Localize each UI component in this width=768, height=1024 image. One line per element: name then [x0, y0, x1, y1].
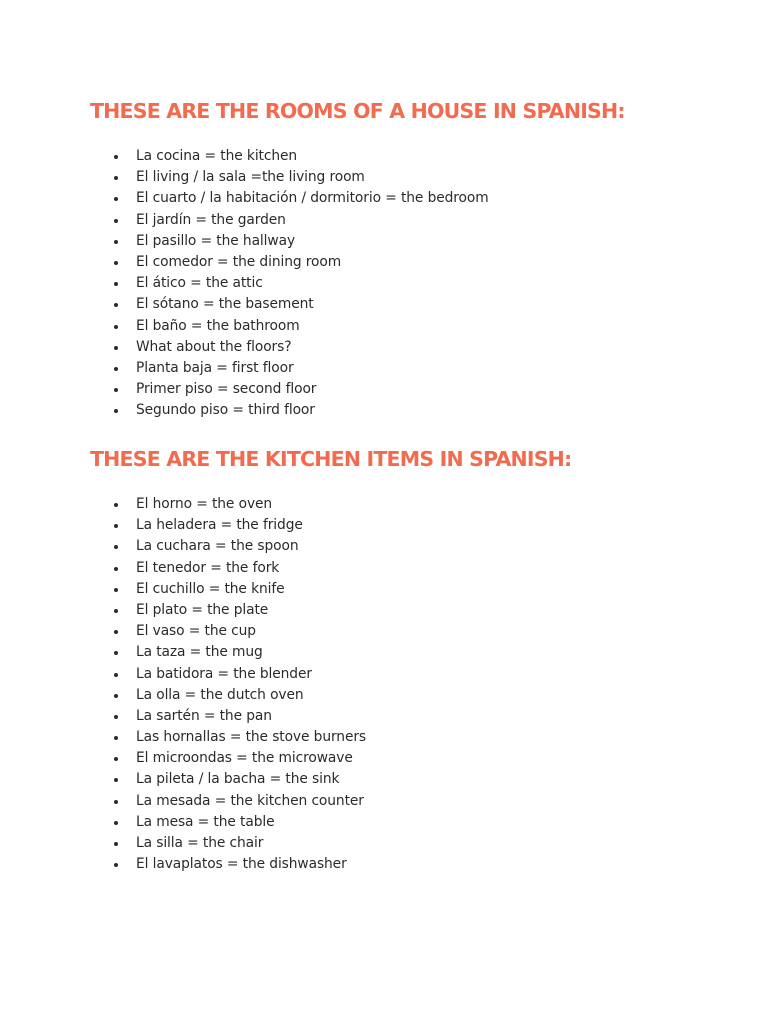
- list-item: [0, 294, 489, 315]
- bullet-icon: [114, 842, 118, 846]
- list-item-text: La olla = the dutch oven: [136, 686, 304, 703]
- list-item: [0, 494, 366, 515]
- list-item: [0, 515, 366, 536]
- bullet-icon: [114, 240, 118, 244]
- bullet-icon: [114, 346, 118, 350]
- list-item: [0, 812, 366, 833]
- list-item-text: La silla = the chair: [136, 835, 264, 851]
- bullet-icon: [114, 778, 118, 782]
- bullet-icon: [114, 176, 118, 180]
- list-item: [0, 188, 489, 209]
- list-item-text: La sartén = the pan: [136, 707, 272, 724]
- list-item-text: La taza = the mug: [136, 644, 263, 661]
- bullet-icon: [114, 325, 118, 329]
- list-item-text: El vaso = the cup: [136, 623, 256, 640]
- list-item-text: El sótano = the basement: [136, 296, 314, 313]
- bullet-icon: [114, 609, 118, 613]
- list-item: [0, 536, 366, 557]
- list-item-text: El ático = the attic: [136, 275, 263, 292]
- bullet-icon: [114, 736, 118, 740]
- list-item-text: Primer piso = second floor: [136, 381, 317, 398]
- list-item: [0, 600, 366, 621]
- bullet-icon: [114, 673, 118, 677]
- list-item: [0, 273, 489, 294]
- bullet-icon: [114, 821, 118, 825]
- list-item-text: El cuarto / la habitación / dormitorio = the bedroom: [136, 190, 489, 207]
- list-item-text: Planta baja = first floor: [136, 359, 294, 376]
- bullet-icon: [114, 409, 118, 413]
- list-item: [0, 379, 489, 400]
- bullet-icon: [114, 367, 118, 371]
- list-item: [0, 579, 366, 600]
- list-item-text: El baño = the bathroom: [136, 317, 300, 334]
- rooms-heading: THESE ARE THE ROOMS OF A HOUSE IN SPANISH:: [90, 99, 625, 123]
- bullet-icon: [114, 261, 118, 265]
- list-item-text: La pileta / la bacha = the sink: [136, 771, 340, 788]
- list-item: [0, 685, 366, 706]
- kitchen-items-heading: THESE ARE THE KITCHEN ITEMS IN SPANISH:: [90, 447, 572, 471]
- list-item: [0, 146, 489, 167]
- list-item: [0, 210, 489, 231]
- list-item: [0, 621, 366, 642]
- bullet-icon: [114, 800, 118, 804]
- bullet-icon: [114, 155, 118, 159]
- list-item-text: El pasillo = the hallway: [136, 232, 296, 249]
- list-item: [0, 252, 489, 273]
- list-item-text: La mesada = the kitchen counter: [136, 792, 364, 809]
- list-item-text: La heladera = the fridge: [136, 517, 303, 534]
- list-item-text: El lavaplatos = the dishwasher: [136, 856, 347, 873]
- bullet-icon: [114, 524, 118, 528]
- list-item-text: El comedor = the dining room: [136, 253, 342, 270]
- list-item-text: Segundo piso = third floor: [136, 402, 315, 419]
- bullet-icon: [114, 757, 118, 761]
- bullet-icon: [114, 694, 118, 698]
- bullet-icon: [114, 197, 118, 201]
- list-item: [0, 791, 366, 812]
- bullet-icon: [114, 282, 118, 286]
- bullet-icon: [114, 630, 118, 634]
- list-item: [0, 167, 489, 188]
- bullet-icon: [114, 219, 118, 223]
- list-item-text: El tenedor = the fork: [136, 559, 280, 576]
- list-item: [0, 337, 489, 358]
- list-item: [0, 769, 366, 790]
- bullet-icon: [114, 303, 118, 307]
- bullet-icon: [114, 388, 118, 392]
- kitchen-items-list: [0, 494, 366, 875]
- list-item-text: El plato = the plate: [136, 601, 269, 618]
- bullet-icon: [114, 651, 118, 655]
- list-item-text: El living / la sala =the living room: [136, 169, 365, 186]
- list-item-text: El horno = the oven: [136, 496, 273, 512]
- bullet-icon: [114, 567, 118, 571]
- list-item: [0, 727, 366, 748]
- list-item-text: El cuchillo = the knife: [136, 580, 285, 597]
- list-item: [0, 558, 366, 579]
- list-item: [0, 664, 366, 685]
- bullet-icon: [114, 863, 118, 867]
- list-item: [0, 642, 366, 663]
- list-item: [0, 400, 489, 421]
- list-item: [0, 706, 366, 727]
- bullet-icon: [114, 588, 118, 592]
- list-item-text: Las hornallas = the stove burners: [136, 729, 367, 746]
- list-item-text: El jardín = the garden: [136, 211, 286, 228]
- list-item-text: El microondas = the microwave: [136, 750, 353, 767]
- bullet-icon: [114, 545, 118, 549]
- list-item: [0, 833, 366, 854]
- list-item: [0, 316, 489, 337]
- list-item-text: La mesa = the table: [136, 813, 275, 830]
- list-item: [0, 231, 489, 252]
- list-item-text: La batidora = the blender: [136, 665, 312, 682]
- list-item-text: La cocina = the kitchen: [136, 148, 298, 164]
- list-item-text: La cuchara = the spoon: [136, 538, 299, 555]
- list-item: [0, 358, 489, 379]
- bullet-icon: [114, 503, 118, 507]
- list-item: [0, 748, 366, 769]
- bullet-icon: [114, 715, 118, 719]
- rooms-list: [0, 146, 489, 421]
- list-item: [0, 854, 366, 875]
- list-item-text: What about the floors?: [136, 338, 292, 355]
